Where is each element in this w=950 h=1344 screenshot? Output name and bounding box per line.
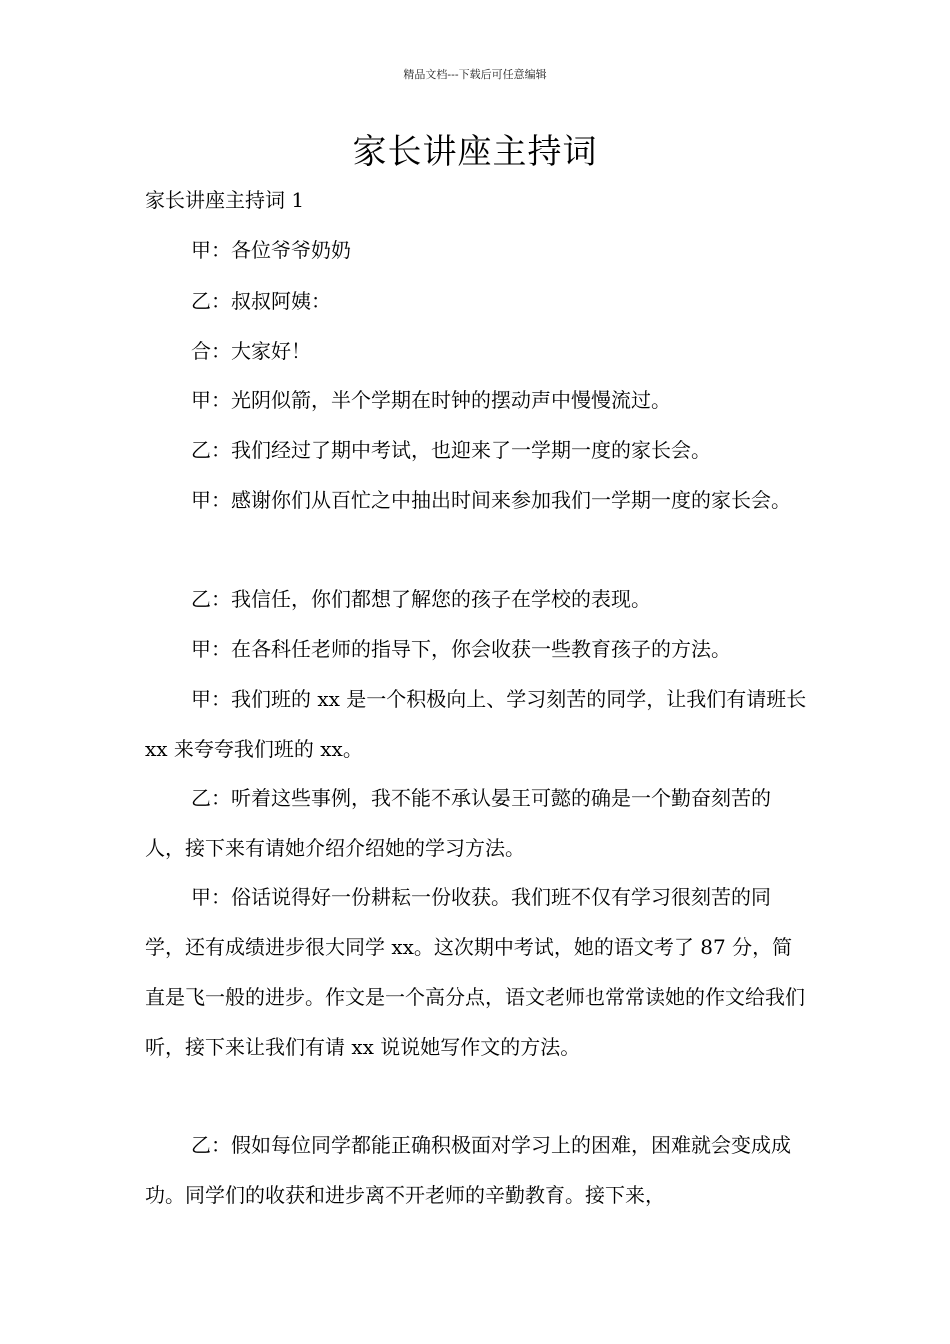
paragraph-6: 甲：感谢你们从百忙之中抽出时间来参加我们一学期一度的家长会。 [191,488,791,512]
section-subtitle: 家长讲座主持词 1 [145,188,305,212]
paragraph-3: 合：大家好！ [191,339,311,363]
document-title: 家长讲座主持词 [352,132,598,172]
paragraph-11: 甲：俗话说得好一份耕耘一份收获。我们班不仅有学习很刻苦的同学，还有成绩进步很大同学 xx。这次期中考试，她的语文考了 87 分，简直是飞一般的进步。作文是一个高分点，语文老师也常常读她的作文给我们听，接下来让我们有请 xx 说说她写作文的方法。 [145,885,805,1059]
paragraph-7: 乙：我信任，你们都想了解您的孩子在学校的表现。 [191,587,651,611]
paragraph-12: 乙：假如每位同学都能正确积极面对学习上的困难，困难就会变成成功。同学们的收获和进步离不开老师的辛勤教育。接下来， [145,1133,791,1207]
paragraph-8: 甲：在各科任老师的指导下，你会收获一些教育孩子的方法。 [191,637,731,661]
header-note: 精品文档---下载后可任意编辑 [403,68,547,81]
paragraph-9: 甲：我们班的 xx 是一个积极向上、学习刻苦的同学，让我们有请班长 xx 来夸夸我们班的 xx。 [145,687,807,761]
paragraph-1: 甲：各位爷爷奶奶 [191,238,351,262]
paragraph-10: 乙：听着这些事例，我不能不承认晏王可懿的确是一个勤奋刻苦的人，接下来有请她介绍介绍她的学习方法。 [145,786,771,860]
paragraph-5: 乙：我们经过了期中考试，也迎来了一学期一度的家长会。 [191,438,711,462]
paragraph-2: 乙：叔叔阿姨： [191,289,331,313]
paragraph-4: 甲：光阴似箭，半个学期在时钟的摆动声中慢慢流过。 [191,388,671,412]
